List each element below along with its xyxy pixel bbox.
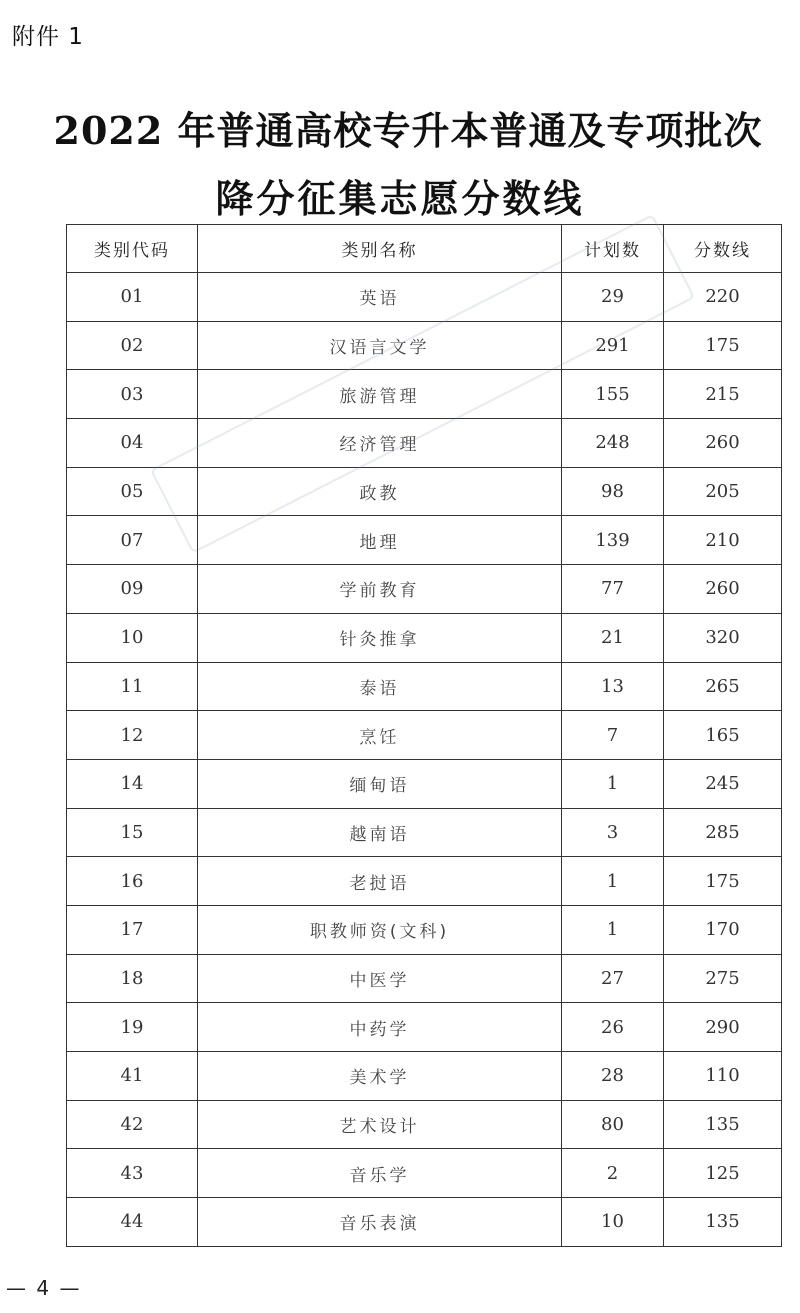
cell-category-code: 04 — [67, 419, 198, 468]
table-row — [67, 1100, 782, 1149]
cell-plan-count: 80 — [562, 1100, 664, 1149]
table-header — [67, 225, 782, 273]
table-row — [67, 1052, 782, 1101]
cell-score-line: 215 — [664, 370, 782, 419]
cell-category-name: 越南语 — [198, 808, 562, 857]
cell-score-line: 265 — [664, 662, 782, 711]
table-row — [67, 954, 782, 1003]
table-row — [67, 565, 782, 614]
cell-category-code: 07 — [67, 516, 198, 565]
cell-category-code: 01 — [67, 273, 198, 322]
cell-category-code: 09 — [67, 565, 198, 614]
cell-category-code: 42 — [67, 1100, 198, 1149]
cell-category-code: 12 — [67, 711, 198, 760]
cell-category-code: 02 — [67, 321, 198, 370]
cell-category-code: 17 — [67, 905, 198, 954]
cell-score-line: 260 — [664, 565, 782, 614]
table-row — [67, 613, 782, 662]
cell-category-name: 政教 — [198, 467, 562, 516]
cell-category-name: 地理 — [198, 516, 562, 565]
cell-plan-count: 291 — [562, 321, 664, 370]
table-row — [67, 516, 782, 565]
cell-score-line: 205 — [664, 467, 782, 516]
table-row — [67, 273, 782, 322]
attachment-label: 附件 1 — [12, 24, 84, 50]
cell-plan-count: 27 — [562, 954, 664, 1003]
cell-score-line: 290 — [664, 1003, 782, 1052]
cell-plan-count: 1 — [562, 857, 664, 906]
cell-category-name: 职教师资(文科) — [198, 905, 562, 954]
header-row — [67, 225, 782, 273]
cell-plan-count: 1 — [562, 759, 664, 808]
cell-score-line: 170 — [664, 905, 782, 954]
table-row — [67, 1198, 782, 1247]
cell-score-line: 135 — [664, 1198, 782, 1247]
cell-category-name: 学前教育 — [198, 565, 562, 614]
cell-category-code: 14 — [67, 759, 198, 808]
cell-score-line: 110 — [664, 1052, 782, 1101]
cell-plan-count: 26 — [562, 1003, 664, 1052]
cell-score-line: 210 — [664, 516, 782, 565]
document-title-line-2: 降分征集志愿分数线 — [215, 176, 585, 221]
cell-score-line: 320 — [664, 613, 782, 662]
cell-category-code: 18 — [67, 954, 198, 1003]
cell-category-name: 烹饪 — [198, 711, 562, 760]
cell-plan-count: 21 — [562, 613, 664, 662]
cell-category-name: 中医学 — [198, 954, 562, 1003]
cell-category-code: 41 — [67, 1052, 198, 1101]
table-row — [67, 321, 782, 370]
cell-plan-count: 2 — [562, 1149, 664, 1198]
cell-category-code: 44 — [67, 1198, 198, 1247]
table-row — [67, 759, 782, 808]
table-row — [67, 808, 782, 857]
cell-category-name: 英语 — [198, 273, 562, 322]
cell-score-line: 275 — [664, 954, 782, 1003]
cell-category-name: 汉语言文学 — [198, 321, 562, 370]
cell-score-line: 175 — [664, 857, 782, 906]
table-row — [67, 905, 782, 954]
cell-category-code: 05 — [67, 467, 198, 516]
table-row — [67, 1149, 782, 1198]
cell-category-name: 艺术设计 — [198, 1100, 562, 1149]
cell-score-line: 165 — [664, 711, 782, 760]
cell-category-name: 缅甸语 — [198, 759, 562, 808]
document-title-line-1: 2022 年普通高校专升本普通及专项批次 — [53, 108, 763, 153]
cell-plan-count: 29 — [562, 273, 664, 322]
cell-score-line: 135 — [664, 1100, 782, 1149]
cell-category-code: 43 — [67, 1149, 198, 1198]
header-score-line: 分数线 — [664, 225, 782, 273]
cell-plan-count: 155 — [562, 370, 664, 419]
cell-category-code: 10 — [67, 613, 198, 662]
cell-plan-count: 1 — [562, 905, 664, 954]
cell-category-name: 经济管理 — [198, 419, 562, 468]
table-row — [67, 711, 782, 760]
table-row — [67, 662, 782, 711]
header-category-code: 类别代码 — [67, 225, 198, 273]
page-number: — 4 — — [6, 1276, 82, 1300]
cell-category-name: 中药学 — [198, 1003, 562, 1052]
cell-plan-count: 13 — [562, 662, 664, 711]
cell-plan-count: 248 — [562, 419, 664, 468]
table-row — [67, 370, 782, 419]
cell-plan-count: 7 — [562, 711, 664, 760]
cell-category-name: 美术学 — [198, 1052, 562, 1101]
table-row — [67, 857, 782, 906]
cell-category-name: 老挝语 — [198, 857, 562, 906]
cell-category-name: 针灸推拿 — [198, 613, 562, 662]
cell-score-line: 125 — [664, 1149, 782, 1198]
cell-plan-count: 28 — [562, 1052, 664, 1101]
cell-score-line: 175 — [664, 321, 782, 370]
cell-plan-count: 3 — [562, 808, 664, 857]
cell-category-code: 03 — [67, 370, 198, 419]
cell-score-line: 285 — [664, 808, 782, 857]
cell-category-name: 音乐表演 — [198, 1198, 562, 1247]
cell-plan-count: 139 — [562, 516, 664, 565]
score-table — [66, 224, 782, 1247]
cell-plan-count: 77 — [562, 565, 664, 614]
cell-category-name: 旅游管理 — [198, 370, 562, 419]
cell-plan-count: 10 — [562, 1198, 664, 1247]
header-plan-count: 计划数 — [562, 225, 664, 273]
cell-category-name: 泰语 — [198, 662, 562, 711]
cell-category-code: 15 — [67, 808, 198, 857]
cell-score-line: 245 — [664, 759, 782, 808]
cell-category-code: 16 — [67, 857, 198, 906]
table-body — [67, 273, 782, 1247]
cell-category-code: 11 — [67, 662, 198, 711]
table-row — [67, 419, 782, 468]
cell-score-line: 220 — [664, 273, 782, 322]
header-category-name: 类别名称 — [198, 225, 562, 273]
cell-category-name: 音乐学 — [198, 1149, 562, 1198]
cell-category-code: 19 — [67, 1003, 198, 1052]
table-row — [67, 1003, 782, 1052]
cell-score-line: 260 — [664, 419, 782, 468]
cell-plan-count: 98 — [562, 467, 664, 516]
table-row — [67, 467, 782, 516]
